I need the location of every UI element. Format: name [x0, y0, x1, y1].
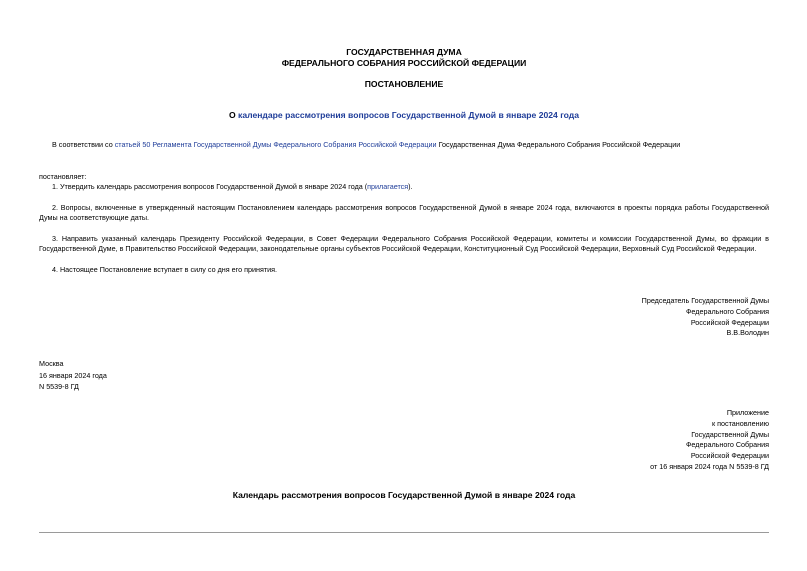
- appendix-link[interactable]: прилагается: [367, 182, 409, 191]
- item-3: 3. Направить указанный календарь Президенту Российской Федерации, в Совет Федерации Федерального Собрания Российской Федерации, комитеты и комиссии Государственной Думы, во фракции в Государственной Думе, в Правительство Российской Федерации, законодательные органы субъектов Российской Федерации, Конституционный Суд Российской Федерации, Верховный Суд Российской Федерации.: [39, 234, 769, 253]
- document-type: ПОСТАНОВЛЕНИЕ: [364, 79, 444, 89]
- divider: [39, 532, 769, 533]
- document-title: [39, 110, 769, 121]
- signature-line-2: Федерального Собрания: [685, 306, 769, 316]
- header-line-1: ГОСУДАРСТВЕННАЯ ДУМА: [346, 47, 462, 57]
- document-header: [39, 47, 769, 69]
- item-1-text: 1. Утвердить календарь рассмотрения вопросов Государственной Думой в январе 2024 года (: [52, 182, 368, 191]
- preamble-paragraph: [39, 140, 769, 150]
- signature-block: [642, 296, 769, 339]
- appendix-line-1: Приложение: [726, 408, 769, 417]
- item-1-end: ).: [408, 182, 413, 191]
- regulation-article-link[interactable]: статьей 50 Регламента Государственной Думы Федерального Собрания Российской Федерации: [114, 140, 437, 149]
- city: Москва: [39, 359, 64, 368]
- place-date-block: [39, 358, 107, 393]
- item-1: [39, 182, 769, 192]
- preamble-before: В соответствии со: [52, 140, 115, 149]
- title-prefix: О: [228, 110, 239, 120]
- date: 16 января 2024 года: [39, 370, 107, 380]
- appendix-line-6: от 16 января 2024 года N 5539-8 ГД: [650, 461, 769, 471]
- appendix-line-3: Государственной Думы: [691, 429, 769, 439]
- signature-name: В.В.Володин: [726, 328, 769, 338]
- appendix-line-4: Федерального Собрания: [685, 440, 769, 450]
- signature-line-3: Российской Федерации: [690, 317, 769, 327]
- document-number: N 5539-8 ГД: [39, 382, 79, 391]
- calendar-title: Календарь рассмотрения вопросов Государственной Думой в январе 2024 года: [232, 490, 576, 500]
- item-2: 2. Вопросы, включенные в утвержденный настоящим Постановлением календарь рассмотрения вопросов Государственной Думой в январе 2024 года, включаются в проекты порядка работы Государственной Думы на соответствующие даты.: [39, 203, 769, 222]
- appendix-line-5: Российской Федерации: [690, 451, 769, 461]
- header-line-2: ФЕДЕРАЛЬНОГО СОБРАНИЯ РОССИЙСКОЙ ФЕДЕРАЦИИ: [281, 58, 527, 68]
- appendix-block: [650, 408, 769, 473]
- title-link[interactable]: календаре рассмотрения вопросов Государственной Думой в январе 2024 года: [238, 110, 580, 120]
- signature-line-1: Председатель Государственной Думы: [641, 296, 769, 305]
- item-4: 4. Настоящее Постановление вступает в силу со дня его принятия.: [52, 265, 278, 274]
- document-page: [39, 0, 769, 571]
- resolves-label: постановляет:: [39, 172, 87, 181]
- preamble-after: Государственная Дума Федерального Собрания Российской Федерации: [436, 140, 681, 149]
- appendix-line-2: к постановлению: [711, 418, 769, 428]
